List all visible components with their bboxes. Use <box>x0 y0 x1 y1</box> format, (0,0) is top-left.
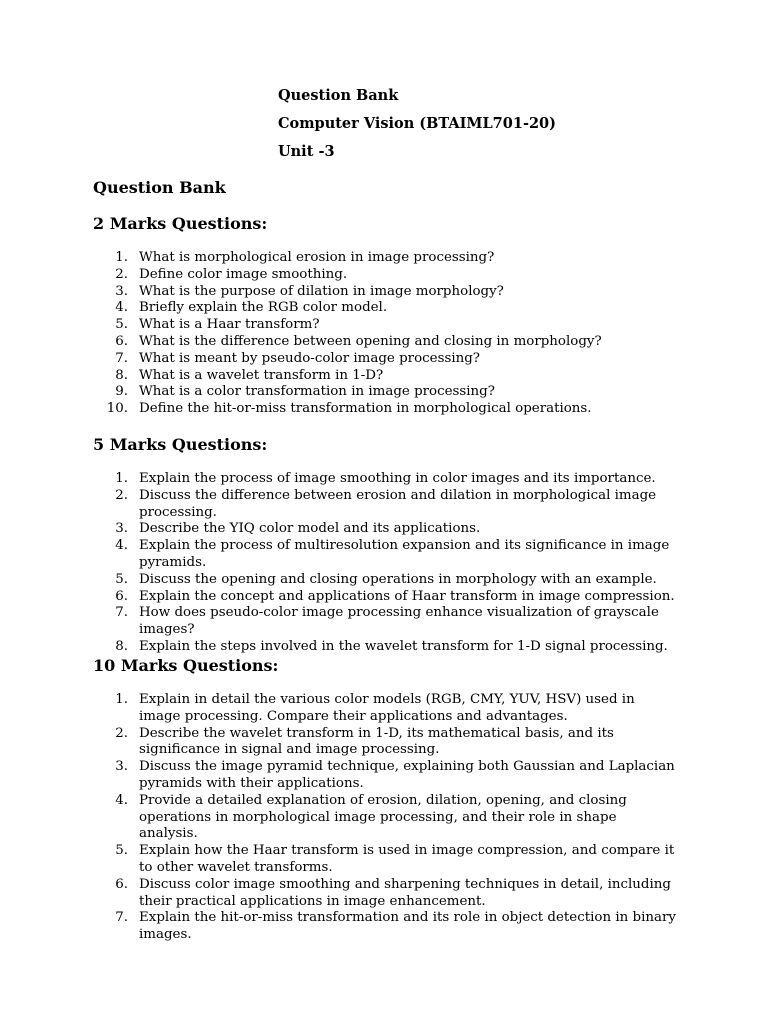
header-title: Question Bank <box>278 87 399 104</box>
question-number: 10. <box>106 401 128 417</box>
question-text: What is the difference between opening and closing in morphology? <box>139 333 602 349</box>
question-number: 8. <box>115 367 128 383</box>
header-unit: Unit -3 <box>278 143 335 160</box>
section-title-2-marks: 2 Marks Questions: <box>93 214 268 233</box>
question-text: Discuss the image pyramid technique, explaining both Gaussian and Laplacian pyramids with their applications. <box>139 759 675 791</box>
question-text: What is meant by pseudo-color image processing? <box>139 350 480 366</box>
question-number: 5. <box>115 571 128 587</box>
question-text: Briefly explain the RGB color model. <box>139 300 388 316</box>
question-text: What is a color transformation in image processing? <box>139 384 495 400</box>
section-title-10-marks: 10 Marks Questions: <box>93 656 279 675</box>
question-item <box>0 726 679 760</box>
question-number: 9. <box>115 384 128 400</box>
question-item <box>0 250 679 267</box>
question-item <box>0 877 679 911</box>
question-number: 7. <box>115 350 128 366</box>
question-text: What is the purpose of dilation in image morphology? <box>139 283 504 299</box>
question-list-10-marks <box>0 692 768 944</box>
question-text: Define color image smoothing. <box>139 266 348 282</box>
question-item <box>0 793 679 843</box>
question-item <box>0 384 679 401</box>
question-text: Explain the hit-or-miss transformation and its role in object detection in binary images. <box>139 910 676 943</box>
question-number: 2. <box>115 725 128 741</box>
question-number: 4. <box>115 792 128 808</box>
question-number: 2. <box>115 487 128 503</box>
question-number: 1. <box>115 250 128 265</box>
question-number: 6. <box>115 588 128 604</box>
question-text: Describe the wavelet transform in 1-D, its mathematical basis, and its significance in signal and image processing. <box>139 725 614 758</box>
question-list-5-marks <box>0 471 768 656</box>
main-title: Question Bank <box>93 178 226 197</box>
question-item <box>0 692 679 726</box>
question-number: 6. <box>115 333 128 349</box>
question-text: Discuss color image smoothing and sharpening techniques in detail, including their practical applications in image enhancement. <box>139 876 671 909</box>
question-list-2-marks <box>0 250 768 418</box>
question-item <box>0 317 679 334</box>
question-text: Explain how the Haar transform is used in image compression, and compare it to other wavelet transforms. <box>139 843 675 875</box>
question-item <box>0 521 679 538</box>
question-number: 4. <box>115 538 128 554</box>
question-number: 1. <box>115 471 128 486</box>
question-item <box>0 351 679 368</box>
question-text: How does pseudo-color image processing enhance visualization of grayscale images? <box>139 605 659 638</box>
question-number: 3. <box>115 521 128 537</box>
question-item <box>0 759 679 793</box>
question-item <box>0 488 679 522</box>
question-number: 2. <box>115 266 128 282</box>
question-item <box>0 267 679 284</box>
question-item <box>0 639 679 656</box>
question-item <box>0 572 679 589</box>
question-number: 3. <box>115 759 128 775</box>
question-item <box>0 605 679 639</box>
header-course: Computer Vision (BTAIML701-20) <box>278 115 556 132</box>
question-number: 7. <box>115 605 128 621</box>
question-text: Explain in detail the various color models (RGB, CMY, YUV, HSV) used in image processing. Compare their applications and advantages. <box>139 692 635 724</box>
question-text: What is a wavelet transform in 1-D? <box>139 367 384 383</box>
section-title-5-marks: 5 Marks Questions: <box>93 435 268 454</box>
question-text: Explain the concept and applications of Haar transform in image compression. <box>139 588 675 604</box>
question-text: Explain the process of image smoothing in color images and its importance. <box>139 471 656 486</box>
question-text: Provide a detailed explanation of erosion, dilation, opening, and closing operations in morphological image processing, and their role in shape analysis. <box>139 792 627 842</box>
question-text: Explain the steps involved in the wavelet transform for 1-D signal processing. <box>139 638 668 654</box>
question-item <box>0 284 679 301</box>
question-number: 8. <box>115 638 128 654</box>
question-text: What is morphological erosion in image processing? <box>139 250 495 265</box>
question-text: Describe the YIQ color model and its applications. <box>139 521 481 537</box>
question-item <box>0 334 679 351</box>
question-number: 5. <box>115 317 128 333</box>
question-number: 6. <box>115 876 128 892</box>
question-text: Discuss the opening and closing operations in morphology with an example. <box>139 571 657 587</box>
question-text: Define the hit-or-miss transformation in morphological operations. <box>139 401 592 417</box>
question-item <box>0 538 679 572</box>
question-item <box>0 368 679 385</box>
question-text: Discuss the difference between erosion and dilation in morphological image processing. <box>139 487 657 520</box>
question-number: 4. <box>115 300 128 316</box>
question-item <box>0 910 679 944</box>
question-number: 1. <box>115 692 128 707</box>
question-number: 3. <box>115 283 128 299</box>
question-item <box>0 589 679 606</box>
question-number: 5. <box>115 843 128 859</box>
question-item <box>0 300 679 317</box>
question-item <box>0 843 679 877</box>
question-item <box>0 401 679 418</box>
question-number: 7. <box>115 910 128 926</box>
question-item <box>0 471 679 488</box>
question-text: What is a Haar transform? <box>139 317 320 333</box>
question-text: Explain the process of multiresolution expansion and its significance in image pyramids. <box>139 538 670 570</box>
